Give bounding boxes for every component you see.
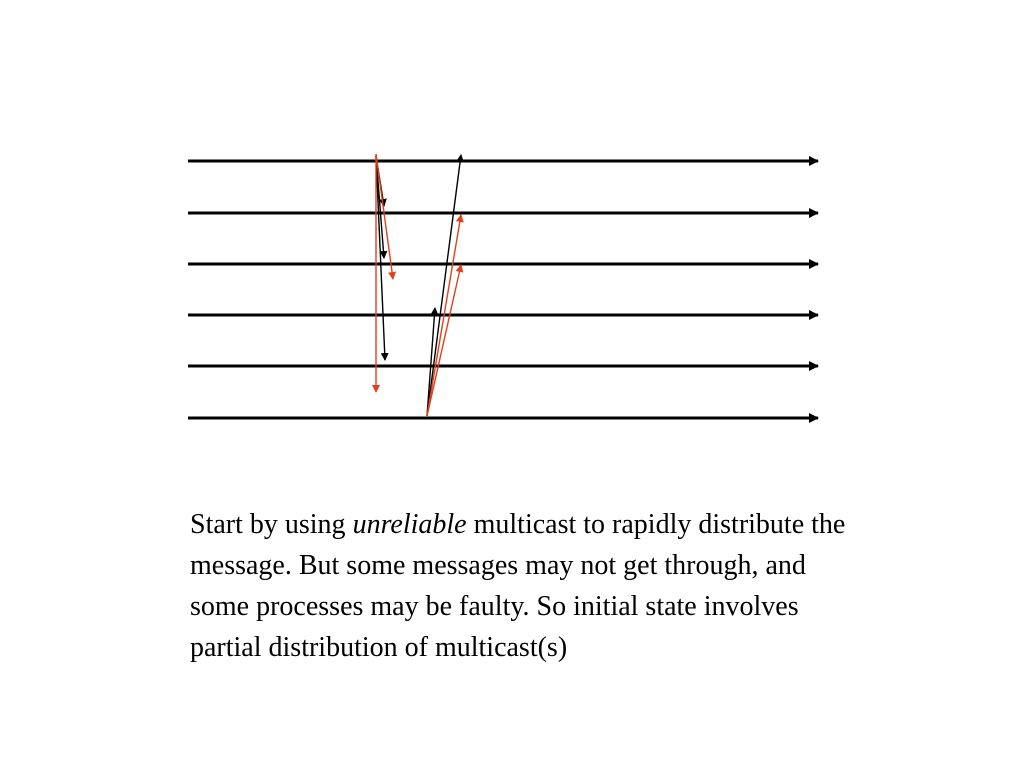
caption-part-2: multicast to rapidly distribute the message. But some messages may not get through, and some processes may be faulty. So initial state involves partial distribution of multicast(s) bbox=[190, 509, 846, 663]
caption-text bbox=[190, 504, 850, 668]
caption-emphasis: unreliable bbox=[352, 509, 467, 540]
caption-part-1: Start by using bbox=[190, 509, 353, 540]
